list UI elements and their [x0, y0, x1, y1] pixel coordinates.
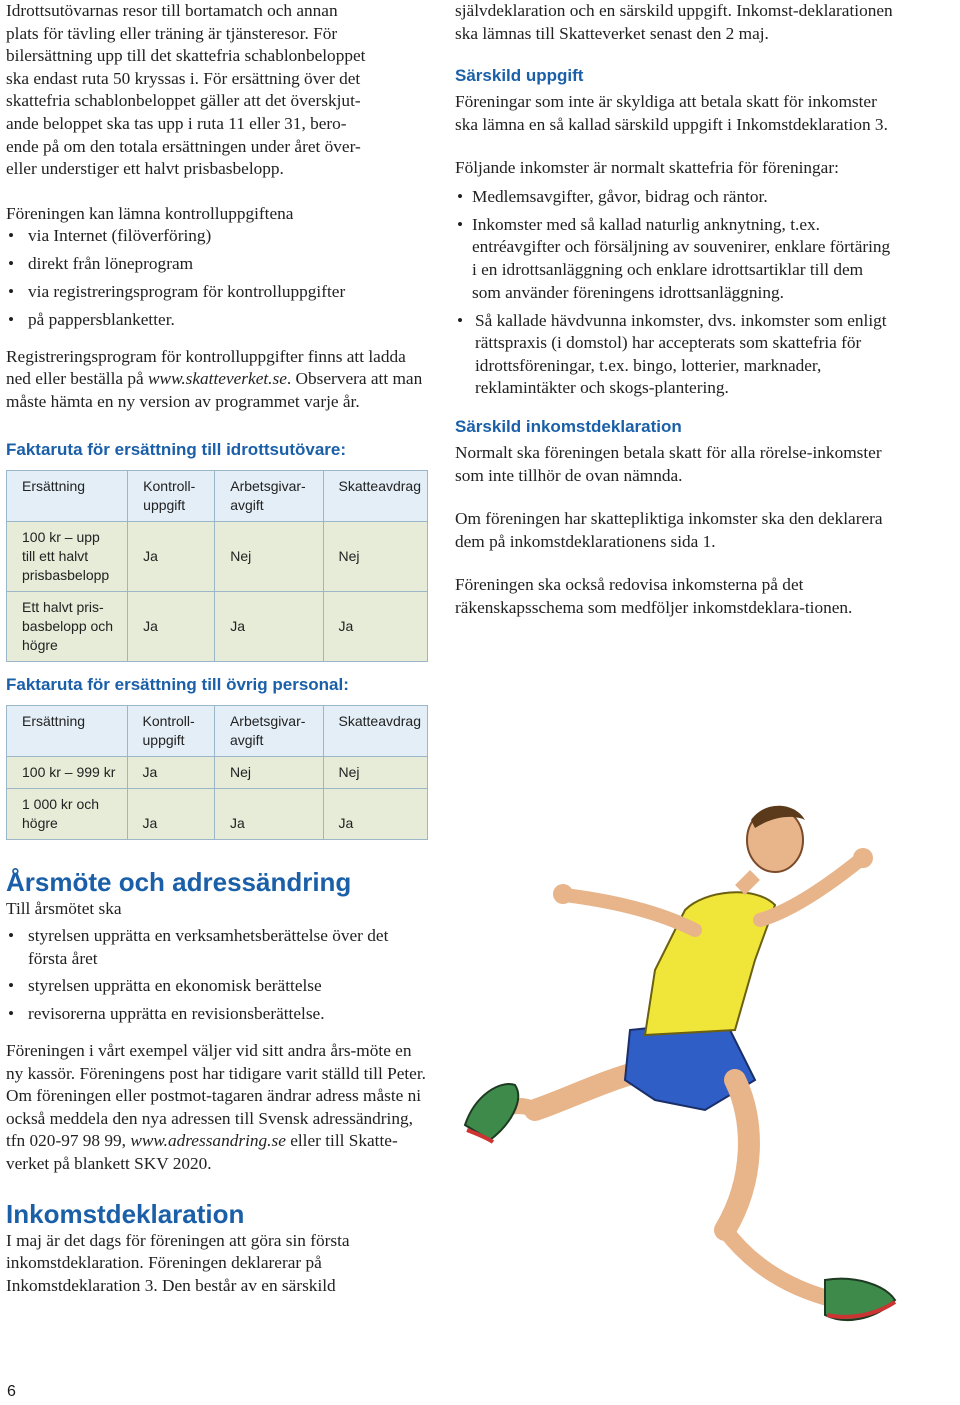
sik-paragraph-3: Föreningen ska också redovisa inkomsterna på det räkenskapsschema som medföljer inkomstdeklara-tionen.	[455, 575, 853, 617]
skattefria-list	[455, 186, 895, 400]
table-cell: Ja	[127, 757, 214, 789]
table-header: Ersättning	[7, 706, 128, 757]
intro-paragraph: Idrottsutövarnas resor till bortamatch och annan plats för tävling eller träning är tjänsteresor. För bilersättning upp till det skattefria schablonbeloppet ska endast ruta 50 kryssas i. För ersättning över det skattefria schablonbeloppet gäller att det överskjut- ande beloppet ska tas upp i ruta 11 eller 31, bero- ende på om den totala ersättningen under året över- eller understiger ett halvt prisbasbelopp.	[6, 1, 366, 179]
table-cell: 100 kr – 999 kr	[7, 757, 128, 789]
inkomst-paragraph: I maj är det dags för föreningen att göra sin första inkomstdeklaration. Föreningen deklarerar på Inkomstdeklaration 3. Den består av en särskild	[6, 1230, 350, 1295]
skatteverket-link[interactable]: www.skatteverket.se	[148, 369, 287, 389]
arsmote-heading: Årsmöte och adressändring	[6, 867, 352, 898]
table-cell: Nej	[215, 522, 323, 592]
table-cell: 100 kr – upp till ett halvt prisbasbelopp	[7, 522, 128, 592]
table-cell: Ja	[214, 789, 323, 840]
sarskild-heading: Särskild uppgift	[455, 66, 584, 86]
reg-paragraph: Registreringsprogram för kontrolluppgifter finns att ladda ned eller beställa på www.skatteverket.se. Observera att man måste hämta en ny version av programmet varje år.	[6, 346, 423, 411]
list-item: • styrelsen upprätta en verksamhetsberättelse över det första året	[6, 925, 430, 970]
list-item: • via Internet (filöverföring)	[6, 225, 430, 248]
sik-paragraph-2: Om föreningen har skattepliktiga inkomster ska den deklarera dem på inkomstdeklarationens sida 1.	[455, 509, 883, 551]
table-cell: Ja	[127, 789, 214, 840]
list-item: • på pappersblanketter.	[6, 309, 430, 332]
table-header: Skatteavdrag	[323, 706, 428, 757]
table-cell: Ja	[215, 592, 323, 662]
top-paragraph: självdeklaration och en särskild uppgift. Inkomst-deklarationen ska lämnas till Skatteverket senast den 2 maj.	[455, 1, 893, 43]
skattefria-intro: Följande inkomster är normalt skattefria för föreningar:	[455, 158, 839, 178]
runner-illustration	[455, 780, 955, 1400]
table1-title: Faktaruta för ersättning till idrottsutövare:	[6, 440, 347, 460]
table-cell: Ett halvt pris- basbelopp och högre	[7, 592, 128, 662]
table-header: Arbetsgivar- avgift	[215, 471, 323, 522]
runner-svg	[455, 780, 955, 1400]
table-cell: Nej	[323, 757, 428, 789]
inkomst-heading: Inkomstdeklaration	[6, 1198, 245, 1229]
arsmote-intro: Till årsmötet ska	[6, 899, 122, 919]
fact-table-idrottsutovare	[6, 470, 428, 662]
arsmote-paragraph: Föreningen i vårt exempel väljer vid sitt andra års-möte en ny kassör. Föreningens post har tidigare varit ställd till Peter. Om föreningen eller postmot-tagaren ändrar adress måste ni också meddela den nya adressen till Svensk adressändring, tfn 020-97 98 99, www.adressandring.se eller till Skatte-verket på blankett SKV 2020.	[6, 1040, 426, 1173]
kontroll-intro: Föreningen kan lämna kontrolluppgiftena	[6, 203, 294, 223]
table-header: Arbetsgivar- avgift	[214, 706, 323, 757]
right-column	[455, 0, 895, 619]
left-column	[6, 0, 430, 1297]
list-item: • Medlemsavgifter, gåvor, bidrag och räntor.	[455, 186, 895, 209]
list-item: • Så kallade hävdvunna inkomster, dvs. inkomster som enligt rättspraxis (i domstol) har accepterats som skattefria för idrottsföreningar, t.ex. bingo, lotterier, marknader, reklamintäkter och skogs-plantering.	[455, 310, 895, 400]
table-cell: Ja	[128, 522, 215, 592]
table-header: Skatteavdrag	[323, 471, 428, 522]
table-cell: Nej	[323, 522, 428, 592]
list-item: • revisorerna upprätta en revisionsberättelse.	[6, 1003, 430, 1026]
table-header: Kontroll- uppgift	[128, 471, 215, 522]
list-item: • direkt från löneprogram	[6, 253, 430, 276]
sik-paragraph-1: Normalt ska föreningen betala skatt för alla rörelse-inkomster som inte tillhör de ovan nämnda.	[455, 442, 882, 485]
list-item: • styrelsen upprätta en ekonomisk berättelse	[6, 975, 430, 998]
table-cell: Nej	[214, 757, 323, 789]
table-header: Kontroll- uppgift	[127, 706, 214, 757]
fact-table-ovrig-personal	[6, 705, 428, 840]
table2-title: Faktaruta för ersättning till övrig personal:	[6, 675, 349, 695]
kontroll-list	[6, 225, 430, 331]
sik-heading: Särskild inkomstdeklaration	[455, 416, 682, 436]
table-cell: Ja	[323, 592, 428, 662]
table-header: Ersättning	[7, 471, 128, 522]
page-number: 6	[7, 1383, 16, 1400]
table-cell: Ja	[128, 592, 215, 662]
table-cell: Ja	[323, 789, 428, 840]
table-cell: 1 000 kr och högre	[7, 789, 128, 840]
adressandring-link[interactable]: www.adressandring.se	[130, 1131, 286, 1151]
arsmote-list	[6, 925, 430, 1026]
sarskild-paragraph: Föreningar som inte är skyldiga att betala skatt för inkomster ska lämna en så kallad särskild uppgift i Inkomstdeklaration 3.	[455, 92, 888, 134]
list-item: • via registreringsprogram för kontrolluppgifter	[6, 281, 430, 304]
list-item: • Inkomster med så kallad naturlig anknytning, t.ex. entréavgifter och försäljning av souvenirer, enklare förtäring i en idrottsanläggning och enklare idrottsartiklar till dem som använder föreningens idrottsanläggning.	[455, 214, 895, 304]
